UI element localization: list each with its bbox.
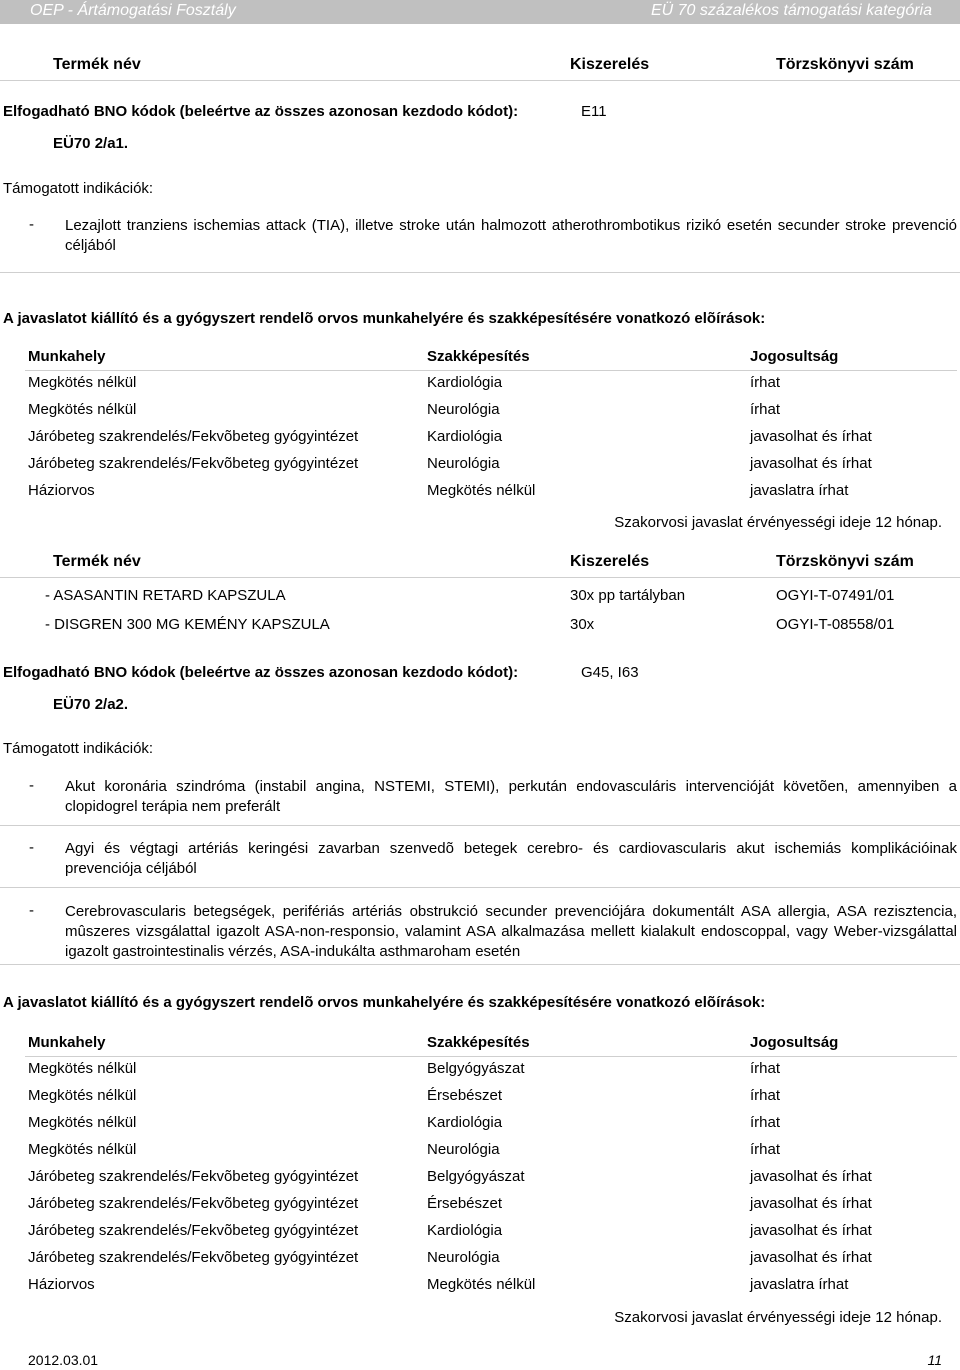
rule-specialty: Belgyógyászat — [427, 1168, 525, 1185]
rule-workplace: Járóbeteg szakrendelés/Fekvõbeteg gyógyintézet — [28, 1195, 359, 1212]
product-registry: OGYI-T-08558/01 — [776, 616, 895, 633]
rule-authority: írhat — [750, 374, 781, 391]
rule-workplace: Megkötés nélkül — [28, 1141, 137, 1158]
rule-specialty: Kardiológia — [427, 1114, 503, 1131]
indication-item: Cerebrovascularis betegségek, perifériás artériás obstrukció secunder prevenciójára dokumentált ASA allergia, ASA rezisztencia, mûszeres vizsgálattal igazolt ASA-non-responsio, valamint ASA alkalmazása mellett kialakult endoscoppal, vagy Weber-vizsgálattal igazolt gastrointestinalis vérzés, ASA-indukálta asthmaroham esetén — [65, 903, 957, 960]
rule-workplace: Járóbeteg szakrendelés/Fekvõbeteg gyógyintézet — [28, 1249, 359, 1266]
rule-specialty: Neurológia — [427, 1141, 500, 1158]
rules-header-specialty: Szakképesítés — [427, 348, 530, 365]
rule-workplace: Megkötés nélkül — [28, 1060, 137, 1077]
bullet-dash: - — [29, 839, 34, 856]
validity-note: Szakorvosi javaslat érvényességi ideje 12 hónap. — [614, 514, 942, 531]
divider — [0, 577, 960, 578]
divider — [25, 1056, 957, 1057]
bullet-dash: - — [29, 777, 34, 794]
divider — [0, 964, 960, 965]
divider — [0, 272, 960, 273]
header-right-title: EÜ 70 százalékos támogatási kategória — [650, 2, 932, 19]
rule-workplace: Járóbeteg szakrendelés/Fekvõbeteg gyógyintézet — [28, 455, 359, 472]
bno-value: E11 — [581, 103, 607, 120]
rule-workplace: Járóbeteg szakrendelés/Fekvõbeteg gyógyintézet — [28, 428, 359, 445]
rule-authority: írhat — [750, 1087, 781, 1104]
bno-label: Elfogadható BNO kódok (beleértve az összes azonosan kezdodo kódot): — [3, 103, 519, 120]
rule-specialty: Belgyógyászat — [427, 1060, 525, 1077]
rule-workplace: Járóbeteg szakrendelés/Fekvõbeteg gyógyintézet — [28, 1222, 359, 1239]
rule-workplace: Háziorvos — [28, 482, 95, 499]
indications-label: Támogatott indikációk: — [3, 740, 154, 757]
rule-specialty: Kardiológia — [427, 428, 503, 445]
column-product: Termék név — [53, 553, 141, 570]
product-package: 30x pp tartályban — [570, 587, 686, 604]
divider — [0, 825, 960, 826]
rule-authority: javasolhat és írhat — [750, 1168, 872, 1185]
rule-authority: írhat — [750, 1141, 781, 1158]
product-package: 30x — [570, 616, 595, 633]
bullet-dash: - — [29, 216, 34, 233]
divider — [0, 887, 960, 888]
rule-authority: javasolhat és írhat — [750, 455, 872, 472]
product-name: - ASASANTIN RETARD KAPSZULA — [45, 587, 286, 604]
column-package: Kiszerelés — [570, 56, 650, 73]
rule-specialty: Kardiológia — [427, 1222, 503, 1239]
rule-workplace: Megkötés nélkül — [28, 1087, 137, 1104]
rule-authority: javaslatra írhat — [750, 1276, 849, 1293]
column-registry: Törzskönyvi szám — [776, 56, 914, 73]
divider — [25, 370, 957, 371]
indication-item: Agyi és végtagi artériás keringési zavarban szenvedõ betegek cerebro- és cardiovascularis akut ischemiás komplikációinak prevenciója céljából — [65, 840, 957, 877]
header-left-title: OEP - Ártámogatási Fosztály — [30, 2, 236, 19]
rule-workplace: Háziorvos — [28, 1276, 95, 1293]
rule-authority: javasolhat és írhat — [750, 428, 872, 445]
product-name: - DISGREN 300 MG KEMÉNY KAPSZULA — [45, 616, 330, 633]
rules-title: A javaslatot kiállító és a gyógyszert rendelõ orvos munkahelyére és szakképesítésére vonatkozó elõírások: — [3, 310, 766, 327]
rule-workplace: Megkötés nélkül — [28, 401, 137, 418]
rule-workplace: Megkötés nélkül — [28, 1114, 137, 1131]
rules-header-workplace: Munkahely — [28, 1034, 106, 1051]
rule-authority: javasolhat és írhat — [750, 1249, 872, 1266]
section-code: EÜ70 2/a2. — [53, 696, 129, 713]
rule-authority: javaslatra írhat — [750, 482, 849, 499]
rule-authority: írhat — [750, 1114, 781, 1131]
bno-value: G45, I63 — [581, 664, 639, 681]
section-code: EÜ70 2/a1. — [53, 135, 129, 152]
rule-specialty: Neurológia — [427, 401, 500, 418]
product-registry: OGYI-T-07491/01 — [776, 587, 895, 604]
column-product: Termék név — [53, 56, 141, 73]
rule-specialty: Neurológia — [427, 455, 500, 472]
rule-specialty: Érsebészet — [427, 1087, 503, 1104]
rule-specialty: Érsebészet — [427, 1195, 503, 1212]
validity-note: Szakorvosi javaslat érvényességi ideje 12 hónap. — [614, 1309, 942, 1326]
rules-title: A javaslatot kiállító és a gyógyszert rendelõ orvos munkahelyére és szakképesítésére vonatkozó elõírások: — [3, 994, 766, 1011]
rule-specialty: Kardiológia — [427, 374, 503, 391]
rule-specialty: Neurológia — [427, 1249, 500, 1266]
indication-item: Akut koronária szindróma (instabil angina, NSTEMI, STEMI), perkután endovasculáris intervencióját követõen, amennyiben a clopidogrel terápia nem preferált — [65, 778, 957, 815]
rules-header-workplace: Munkahely — [28, 348, 106, 365]
rule-authority: írhat — [750, 1060, 781, 1077]
rule-workplace: Megkötés nélkül — [28, 374, 137, 391]
rule-authority: javasolhat és írhat — [750, 1222, 872, 1239]
rules-header-authority: Jogosultság — [750, 348, 839, 365]
rule-specialty: Megkötés nélkül — [427, 482, 536, 499]
rules-header-authority: Jogosultság — [750, 1034, 839, 1051]
rule-workplace: Járóbeteg szakrendelés/Fekvõbeteg gyógyintézet — [28, 1168, 359, 1185]
rule-authority: javasolhat és írhat — [750, 1195, 872, 1212]
column-package: Kiszerelés — [570, 553, 650, 570]
page-number: 11 — [927, 1352, 942, 1368]
indication-item: Lezajlott tranziens ischemias attack (TIA), illetve stroke után halmozott atherothrombotikus rizikó esetén secunder stroke prevenció céljából — [65, 217, 957, 254]
header-bar — [0, 0, 960, 24]
rules-header-specialty: Szakképesítés — [427, 1034, 530, 1051]
bno-label: Elfogadható BNO kódok (beleértve az összes azonosan kezdodo kódot): — [3, 664, 519, 681]
footer-date: 2012.03.01 — [28, 1352, 99, 1368]
indications-label: Támogatott indikációk: — [3, 180, 154, 197]
column-registry: Törzskönyvi szám — [776, 553, 914, 570]
rule-specialty: Megkötés nélkül — [427, 1276, 536, 1293]
rule-authority: írhat — [750, 401, 781, 418]
divider — [0, 80, 960, 81]
bullet-dash: - — [29, 902, 34, 919]
